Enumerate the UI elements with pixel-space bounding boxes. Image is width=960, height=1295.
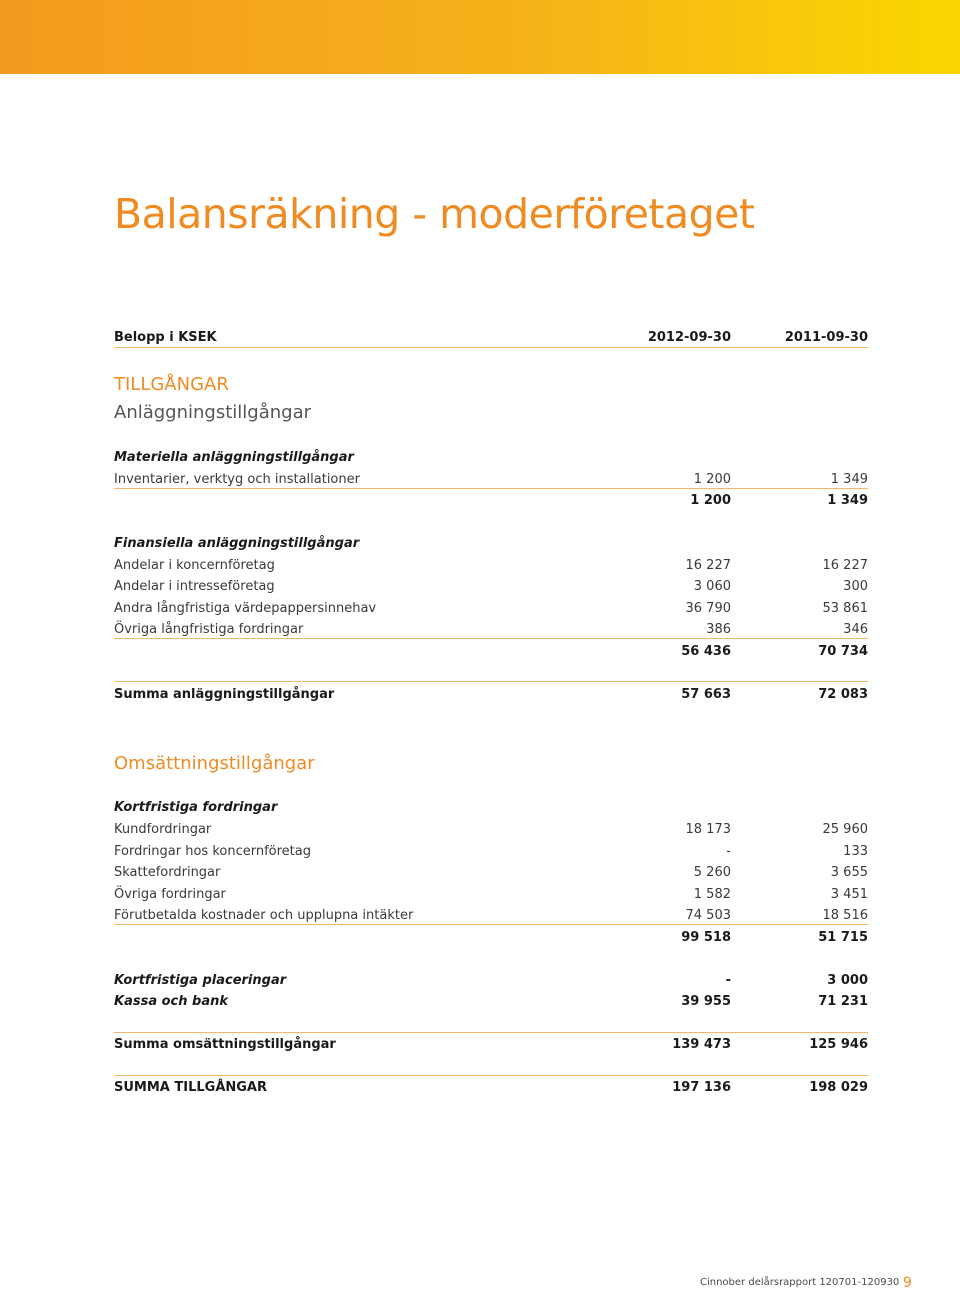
group-heading-kortfristiga (114, 798, 868, 818)
row-label: Skattefordringar (114, 865, 221, 880)
group-heading-label: Kortfristiga fordringar (114, 800, 278, 815)
row-label: SUMMA TILLGÅNGAR (114, 1080, 268, 1095)
divider (114, 1032, 868, 1033)
column-header-row (114, 328, 868, 348)
column-header-2012: 2012-09-30 (647, 330, 731, 345)
row-label: Andelar i koncernföretag (114, 558, 275, 573)
row-value-2012: 386 (706, 622, 731, 637)
row-value-2012: - (726, 844, 731, 859)
section-heading-tillgangar: TILLGÅNGAR (114, 374, 229, 395)
divider (114, 924, 868, 925)
row-value-2011: 3 451 (830, 887, 868, 902)
row-label: Andra långfristiga värdepappersinnehav (114, 601, 377, 616)
table-row (114, 577, 868, 597)
row-value-2011: 16 227 (822, 558, 868, 573)
row-label: Summa anläggningstillgångar (114, 687, 335, 702)
subtotal-value-2011: 51 715 (818, 930, 868, 945)
subtotal-value-2012: 99 518 (681, 930, 731, 945)
row-label: Kassa och bank (114, 994, 229, 1009)
subtotal-value-2011: 70 734 (818, 644, 868, 659)
page-title: Balansräkning - moderföretaget (114, 190, 755, 238)
row-value-2012: 74 503 (685, 908, 731, 923)
row-value-2012: 1 582 (693, 887, 731, 902)
row-value-2012: 3 060 (693, 579, 731, 594)
summa-tillgangar-row (114, 1078, 868, 1098)
group-heading-finansiella (114, 534, 868, 554)
row-value-2012: 36 790 (685, 601, 731, 616)
footer-report-name: Cinnober delårsrapport 120701-120930 (700, 1277, 900, 1288)
group-heading-label: Finansiella anläggningstillgångar (114, 536, 360, 551)
table-row (114, 885, 868, 905)
row-value-2011: 198 029 (809, 1080, 868, 1095)
divider (114, 681, 868, 682)
placeringar-row (114, 971, 868, 991)
row-value-2012: 57 663 (681, 687, 731, 702)
row-value-2012: 18 173 (685, 822, 731, 837)
subtotal-row (114, 491, 868, 511)
row-value-2011: 25 960 (822, 822, 868, 837)
divider (114, 1075, 868, 1076)
summa-omsattning-row (114, 1035, 868, 1055)
row-label: Summa omsättningstillgångar (114, 1037, 336, 1052)
column-header-2011: 2011-09-30 (784, 330, 868, 345)
row-value-2011: 125 946 (809, 1037, 868, 1052)
row-value-2012: 16 227 (685, 558, 731, 573)
row-value-2011: 346 (843, 622, 868, 637)
row-value-2011: 53 861 (822, 601, 868, 616)
subtotal-value-2012: 1 200 (690, 493, 731, 508)
subtotal-value-2012: 56 436 (681, 644, 731, 659)
divider (114, 638, 868, 639)
summa-anlaggning-row (114, 685, 868, 705)
top-banner (0, 0, 960, 74)
table-row (114, 470, 868, 490)
row-label: Kundfordringar (114, 822, 212, 837)
table-row (114, 842, 868, 862)
table-row (114, 556, 868, 576)
row-label: Kortfristiga placeringar (114, 973, 287, 988)
row-value-2011: 71 231 (818, 994, 868, 1009)
kassa-row (114, 992, 868, 1012)
group-heading-label: Materiella anläggningstillgångar (114, 450, 354, 465)
page-number: 9 (903, 1275, 912, 1291)
row-value-2012: 39 955 (681, 994, 731, 1009)
row-value-2012: 5 260 (693, 865, 731, 880)
section-heading-anlaggning: Anläggningstillgångar (114, 402, 312, 423)
row-value-2011: 133 (843, 844, 868, 859)
row-value-2011: 3 655 (830, 865, 868, 880)
group-heading-materiella (114, 448, 868, 468)
subtotal-value-2011: 1 349 (827, 493, 868, 508)
row-value-2012: 197 136 (672, 1080, 731, 1095)
section-heading-omsattning: Omsättningstillgångar (114, 753, 315, 774)
row-label: Fordringar hos koncernföretag (114, 844, 311, 859)
row-value-2012: 139 473 (672, 1037, 731, 1052)
row-value-2011: 18 516 (822, 908, 868, 923)
row-value-2011: 3 000 (827, 973, 868, 988)
row-label: Övriga fordringar (114, 887, 226, 902)
table-row (114, 863, 868, 883)
row-value-2011: 300 (843, 579, 868, 594)
row-value-2012: - (725, 973, 731, 988)
row-label: Inventarier, verktyg och installationer (114, 472, 360, 487)
row-value-2011: 1 349 (830, 472, 868, 487)
table-row (114, 620, 868, 640)
row-label: Förutbetalda kostnader och upplupna intäkter (114, 908, 414, 923)
amount-unit-label: Belopp i KSEK (114, 330, 217, 345)
row-value-2011: 72 083 (818, 687, 868, 702)
table-row (114, 906, 868, 926)
row-value-2012: 1 200 (693, 472, 731, 487)
divider (114, 488, 868, 489)
table-row (114, 820, 868, 840)
row-label: Övriga långfristiga fordringar (114, 622, 304, 637)
subtotal-row (114, 928, 868, 948)
subtotal-row (114, 642, 868, 662)
row-label: Andelar i intresseföretag (114, 579, 275, 594)
divider (114, 347, 868, 348)
table-row (114, 599, 868, 619)
